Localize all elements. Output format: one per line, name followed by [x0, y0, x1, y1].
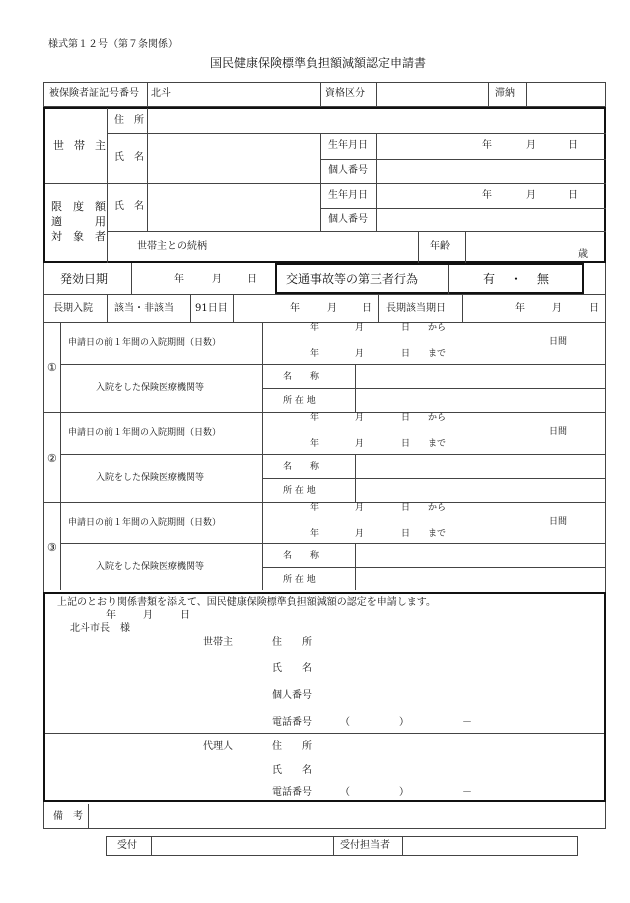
year-unit: 年 [482, 190, 492, 201]
householder-birthdate-label: 生年月日 [328, 140, 368, 151]
year-unit: 年 [310, 503, 320, 513]
insured-number-label: 被保険者証記号番号 [49, 88, 139, 99]
phone-close-paren: ） [399, 717, 409, 728]
year-unit: 年 [310, 413, 320, 423]
day-unit: 日 [401, 529, 411, 539]
month-unit: 月 [327, 303, 337, 314]
applicant-box [43, 107, 606, 263]
phone-close-paren: ） [399, 787, 409, 798]
from-label: から [428, 503, 447, 513]
long-term-applicable-label[interactable]: 該当・非該当 [114, 303, 174, 314]
long-term-applicable-date-label: 長期該当期日 [386, 303, 446, 314]
qualification-label: 資格区分 [325, 88, 365, 99]
relation-label: 世帯主との続柄 [137, 241, 207, 252]
to-label: まで [428, 529, 447, 539]
name-label: 氏 名 [272, 663, 312, 674]
agent-label: 代理人 [203, 741, 233, 752]
year-unit: 年 [310, 349, 320, 359]
month-unit: 月 [355, 323, 365, 333]
days-label: 日間 [549, 517, 568, 527]
month-unit: 月 [526, 140, 536, 151]
householder-address-label: 住 所 [114, 115, 144, 126]
phone-open-paren: （ [340, 717, 350, 728]
phone-dash: － [462, 717, 472, 728]
institution-location-label: 所 在 地 [283, 486, 316, 496]
limit-person-personal-number-label: 個人番号 [328, 214, 368, 225]
institution-location-label: 所 在 地 [283, 396, 316, 406]
day-unit: 日 [589, 303, 599, 314]
block-2-period-label: 申請日の前１年間の入院期間（日数） [68, 428, 222, 438]
days-label: 日間 [549, 427, 568, 437]
from-label: から [428, 323, 447, 333]
day-unit: 日 [180, 610, 190, 621]
block-1-period-label: 申請日の前１年間の入院期間（日数） [68, 338, 222, 348]
month-unit: 月 [355, 503, 365, 513]
limit-person-label-1: 限 度 額 [51, 200, 106, 213]
block-2-number: ② [47, 452, 57, 465]
phone-dash: － [462, 787, 472, 798]
year-unit: 年 [310, 439, 320, 449]
to-label: まで [428, 349, 447, 359]
day-unit: 日 [568, 140, 578, 151]
month-unit: 月 [355, 529, 365, 539]
year-unit: 年 [310, 323, 320, 333]
age-label: 年齢 [430, 241, 450, 252]
name-label: 氏 名 [272, 765, 312, 776]
institution-name-label: 名 称 [283, 462, 320, 472]
limit-person-label-3: 対 象 者 [51, 230, 106, 243]
block-3-number: ③ [47, 541, 57, 554]
block-1-number: ① [47, 361, 57, 374]
phone-open-paren: （ [340, 787, 350, 798]
phone-label: 電話番号 [272, 787, 312, 798]
effective-date-label: 発効日期 [60, 272, 109, 286]
limit-person-name-label: 氏 名 [114, 201, 144, 212]
day-unit: 日 [401, 503, 411, 513]
month-unit: 月 [355, 413, 365, 423]
applicant-householder-label: 世帯主 [203, 637, 233, 648]
institution-name-label: 名 称 [283, 551, 320, 561]
householder-label: 世帯主 [53, 139, 116, 152]
long-term-label: 長期入院 [53, 303, 93, 314]
personal-number-label: 個人番号 [272, 690, 312, 701]
age-unit: 歳 [578, 249, 588, 260]
block-3-institution-label: 入院をした保険医療機関等 [96, 562, 205, 572]
days-label: 日間 [549, 337, 568, 347]
block-3-period-label: 申請日の前１年間の入院期間（日数） [68, 518, 222, 528]
to-label: まで [428, 439, 447, 449]
month-unit: 月 [355, 439, 365, 449]
form-number: 様式第１２号（第７条関係） [48, 39, 178, 50]
month-unit: 月 [212, 274, 222, 285]
day-unit: 日 [401, 413, 411, 423]
year-unit: 年 [106, 610, 116, 621]
institution-name-label: 名 称 [283, 372, 320, 382]
year-unit: 年 [482, 140, 492, 151]
reception-staff-label: 受付担当者 [340, 840, 390, 851]
day-unit: 日 [401, 439, 411, 449]
third-party-label: 交通事故等の第三者行為 [286, 272, 419, 286]
block-2-institution-label: 入院をした保険医療機関等 [96, 473, 205, 483]
remarks-label: 備 考 [53, 811, 83, 822]
address-label: 住 所 [272, 741, 312, 752]
year-unit: 年 [174, 274, 184, 285]
day-unit: 日 [362, 303, 372, 314]
address-label: 住 所 [272, 637, 312, 648]
addressee: 北斗市長 様 [70, 623, 130, 634]
day-unit: 日 [568, 190, 578, 201]
householder-name-label: 氏 名 [114, 152, 144, 163]
form-title: 国民健康保険標準負担額減額認定申請書 [210, 56, 427, 70]
third-party-dot: ・ [510, 272, 523, 286]
day-unit: 日 [401, 349, 411, 359]
year-unit: 年 [310, 529, 320, 539]
year-unit: 年 [515, 303, 525, 314]
third-party-no[interactable]: 無 [537, 272, 550, 286]
application-statement: 上記のとおり関係書類を添えて、国民健康保険標準負担額減額の認定を申請します。 [57, 597, 436, 608]
institution-location-label: 所 在 地 [283, 575, 316, 585]
day-unit: 日 [401, 323, 411, 333]
month-unit: 月 [355, 349, 365, 359]
insured-number-value[interactable]: 北斗 [151, 88, 171, 99]
phone-label: 電話番号 [272, 717, 312, 728]
limit-person-birthdate-label: 生年月日 [328, 190, 368, 201]
month-unit: 月 [526, 190, 536, 201]
day91-label: 91日目 [195, 303, 228, 314]
third-party-yes[interactable]: 有 [483, 272, 496, 286]
year-unit: 年 [290, 303, 300, 314]
month-unit: 月 [143, 610, 153, 621]
limit-person-label-2: 適 用 [51, 215, 106, 228]
day-unit: 日 [247, 274, 257, 285]
received-label: 受付 [117, 840, 137, 851]
block-1-institution-label: 入院をした保険医療機関等 [96, 383, 205, 393]
month-unit: 月 [552, 303, 562, 314]
from-label: から [428, 413, 447, 423]
householder-personal-number-label: 個人番号 [328, 165, 368, 176]
arrears-label: 滞納 [495, 88, 515, 99]
